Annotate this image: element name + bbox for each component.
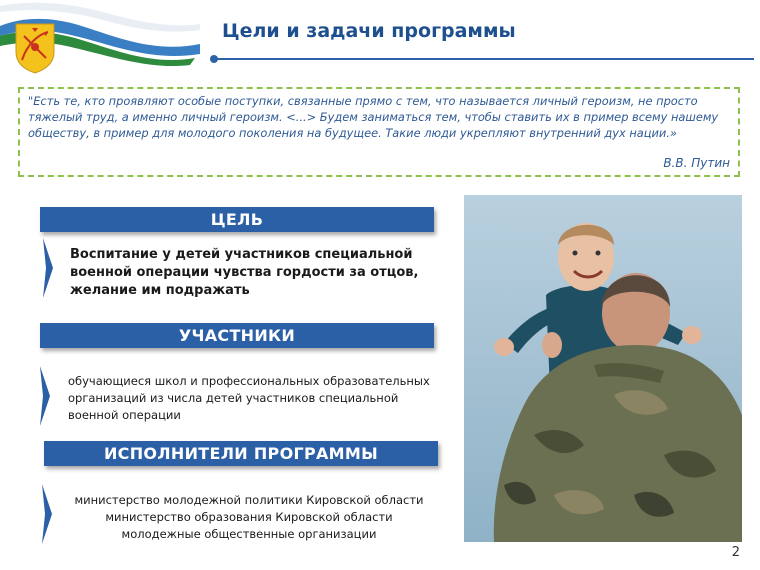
executor-item: министерство образования Кировской области [105,510,393,524]
page-number: 2 [731,545,740,560]
goal-text: Воспитание у детей участников специальной военной операции чувства гордости за отцов, желание им подражать [70,247,419,298]
participants-text: обучающиеся школ и профессиональных образовательных организаций из числа детей участников специальной военной операции [68,374,430,422]
participants-heading-bar: УЧАСТНИКИ [40,323,434,348]
chevron-right-icon [40,366,50,426]
quote-text: "Есть те, кто проявляют особые поступки, связанные прямо с тем, что называется личный героизм, не просто тяжелый труд, а именно личный героизм. <...> Будем заниматься тем, чтобы ставить их в пример всему нашему обществу, в пример для молодого поколения на будущее. Такие люди укрепляют внутренний дух нации.» [28,94,719,140]
executor-item: министерство молодежной политики Кировской области [74,493,424,507]
executors-heading-bar: ИСПОЛНИТЕЛИ ПРОГРАММЫ [44,441,438,466]
page-title: Цели и задачи программы [222,20,516,42]
quote-box [18,87,740,177]
coat-of-arms-icon [14,22,56,74]
photo-soldier-with-child [464,195,742,542]
chevron-right-icon [42,484,52,544]
executors-list [60,492,438,543]
executor-item: молодежные общественные организации [121,527,377,541]
title-rule [214,58,754,60]
chevron-right-icon [43,238,53,298]
goal-heading-bar: ЦЕЛЬ [40,207,434,232]
quote-author: В.В. Путин [663,156,730,170]
